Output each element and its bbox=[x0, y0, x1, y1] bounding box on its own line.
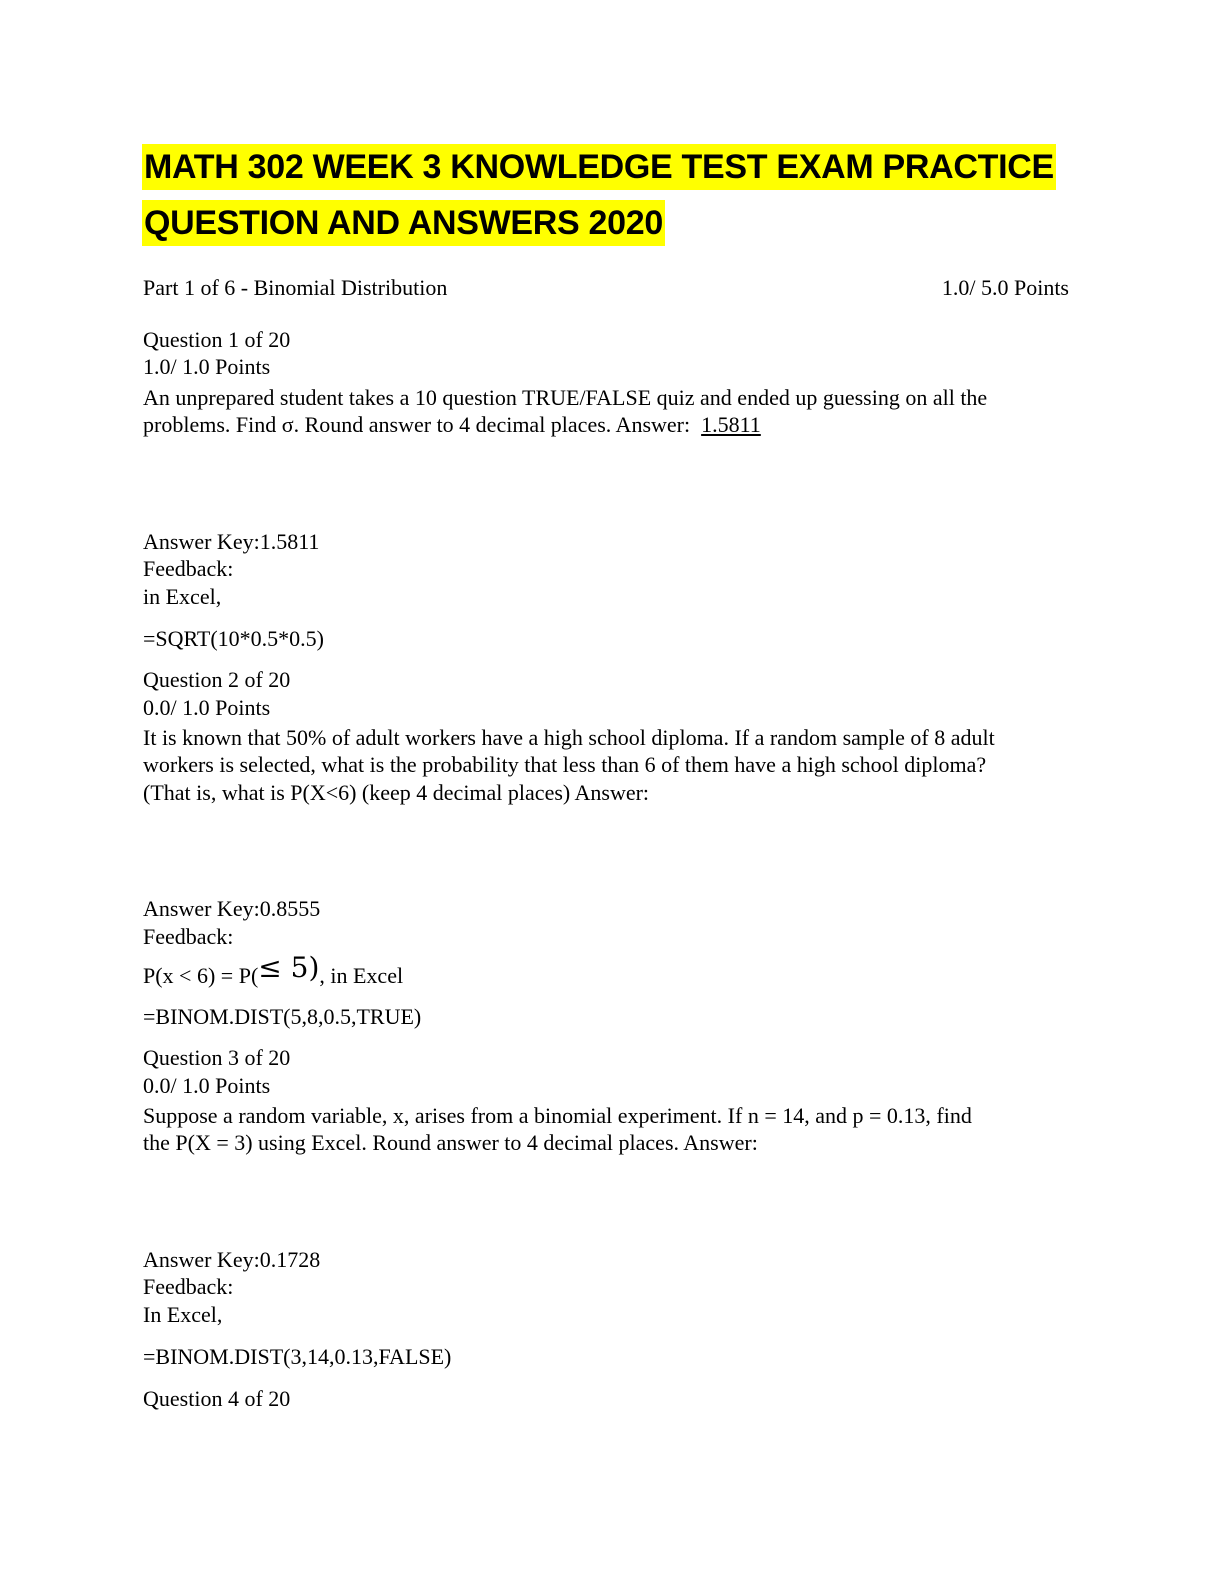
question-1-formula: =SQRT(10*0.5*0.5) bbox=[143, 626, 324, 651]
question-2-text-line-2: workers is selected, what is the probability that less than 6 of them have a high school diploma? bbox=[143, 752, 987, 777]
question-3-header: Question 3 of 20 bbox=[143, 1045, 291, 1070]
question-1-feedback-label: Feedback: bbox=[143, 556, 234, 581]
question-1-text-line-2 bbox=[143, 411, 761, 439]
question-1-feedback-text: in Excel, bbox=[143, 584, 222, 609]
question-2-answer-key: Answer Key:0.8555 bbox=[143, 896, 321, 921]
question-4-header: Question 4 of 20 bbox=[143, 1386, 291, 1411]
question-1-points: 1.0/ 1.0 Points bbox=[143, 354, 271, 379]
question-2-points: 0.0/ 1.0 Points bbox=[143, 695, 271, 720]
question-3-text-line-2: the P(X = 3) using Excel. Round answer to 4 decimal places. Answer: bbox=[143, 1130, 758, 1155]
question-2-text-line-1: It is known that 50% of adult workers have a high school diploma. If a random sample of 8 adult bbox=[143, 725, 995, 750]
question-1-student-answer: 1.5811 bbox=[701, 412, 761, 437]
document-title-line-2: QUESTION AND ANSWERS 2020 bbox=[142, 200, 665, 246]
question-2-feedback-label: Feedback: bbox=[143, 924, 234, 949]
feedback-prefix: P(x < 6) = P( bbox=[143, 963, 259, 988]
question-3-formula: =BINOM.DIST(3,14,0.13,FALSE) bbox=[143, 1344, 452, 1369]
question-2-text-line-3: (That is, what is P(X<6) (keep 4 decimal places) Answer: bbox=[143, 780, 650, 805]
question-1-text: problems. Find σ. Round answer to 4 decimal places. Answer: bbox=[143, 412, 691, 437]
question-3-feedback-text: In Excel, bbox=[143, 1302, 223, 1327]
question-1-answer-key: Answer Key:1.5811 bbox=[143, 529, 320, 554]
math-less-equal-expression: ≤ 5) bbox=[258, 951, 320, 984]
question-2-feedback-text bbox=[143, 951, 404, 990]
question-3-text-line-1: Suppose a random variable, x, arises from a binomial experiment. If n = 14, and p = 0.13, find bbox=[143, 1103, 972, 1128]
question-2-header: Question 2 of 20 bbox=[143, 667, 291, 692]
part-label: Part 1 of 6 - Binomial Distribution bbox=[143, 275, 448, 300]
document-title-line-1: MATH 302 WEEK 3 KNOWLEDGE TEST EXAM PRACTICE bbox=[142, 144, 1056, 190]
question-1-header: Question 1 of 20 bbox=[143, 327, 291, 352]
question-3-feedback-label: Feedback: bbox=[143, 1274, 234, 1299]
question-3-answer-key: Answer Key:0.1728 bbox=[143, 1247, 321, 1272]
part-points: 1.0/ 5.0 Points bbox=[941, 275, 1069, 300]
question-3-points: 0.0/ 1.0 Points bbox=[143, 1073, 271, 1098]
question-2-formula: =BINOM.DIST(5,8,0.5,TRUE) bbox=[143, 1004, 422, 1029]
feedback-suffix: , in Excel bbox=[319, 963, 404, 988]
question-1-text-line-1: An unprepared student takes a 10 question TRUE/FALSE quiz and ended up guessing on all the bbox=[143, 385, 988, 410]
